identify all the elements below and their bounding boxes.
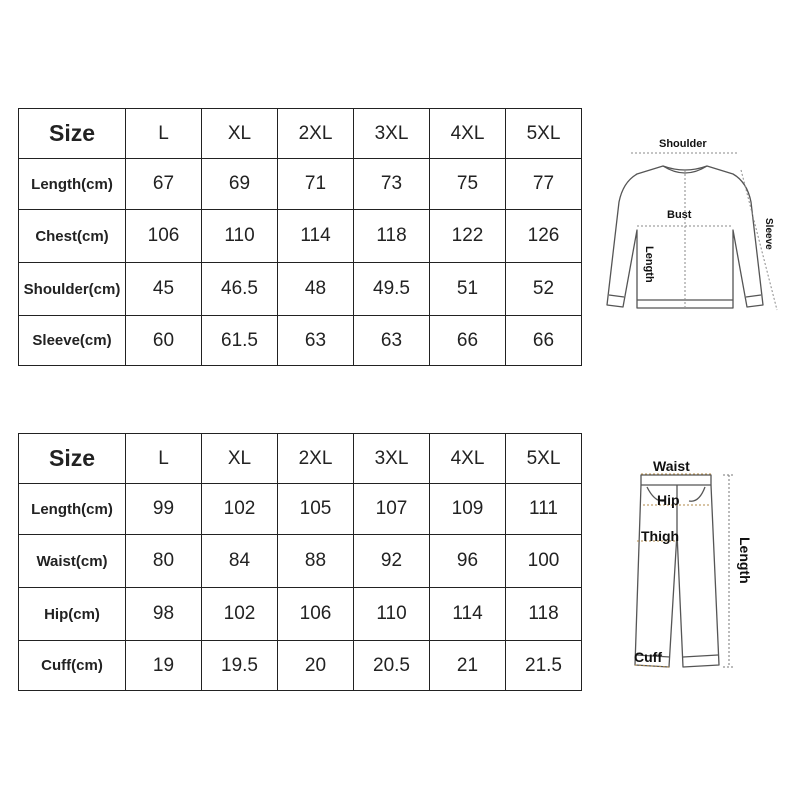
shirt-length-label: Length [643,246,655,283]
table-cell: 21.5 [506,641,582,691]
shirt-size-xl: XL [202,109,278,159]
shirt-outline-icon [585,130,785,330]
pants-measurement-diagram [625,455,760,685]
table-cell: 21 [430,641,506,691]
table-cell: 84 [202,535,278,588]
table-cell: 66 [430,316,506,366]
pants-size-5xl: 5XL [506,434,582,484]
table-row [19,641,582,691]
table-cell: 88 [278,535,354,588]
table-cell: 106 [278,588,354,641]
pants-size-3xl: 3XL [354,434,430,484]
table-cell: 126 [506,210,582,263]
table-cell: 102 [202,588,278,641]
table-cell: 48 [278,263,354,316]
table-cell: 100 [506,535,582,588]
shirt-size-2xl: 2XL [278,109,354,159]
table-cell: 66 [506,316,582,366]
table-cell: 77 [506,159,582,210]
pants-size-xl: XL [202,434,278,484]
table-cell: 96 [430,535,506,588]
row-label: Length(cm) [19,484,126,535]
shirt-sleeve-label: Sleeve [763,218,774,250]
table-cell: 122 [430,210,506,263]
table-cell: 80 [126,535,202,588]
row-label: Shoulder(cm) [19,263,126,316]
table-cell: 102 [202,484,278,535]
table-cell: 63 [354,316,430,366]
row-label: Chest(cm) [19,210,126,263]
table-row [19,535,582,588]
table-cell: 71 [278,159,354,210]
table-cell: 19 [126,641,202,691]
table-cell: 98 [126,588,202,641]
row-label: Length(cm) [19,159,126,210]
table-cell: 92 [354,535,430,588]
table-cell: 114 [430,588,506,641]
pants-size-2xl: 2XL [278,434,354,484]
shirt-measurement-diagram [585,130,785,330]
shirt-size-4xl: 4XL [430,109,506,159]
table-cell: 45 [126,263,202,316]
table-cell: 51 [430,263,506,316]
table-cell: 20.5 [354,641,430,691]
pants-hip-label: Hip [657,492,680,508]
shirt-size-header: Size [19,109,126,159]
pants-length-label: Length [737,537,753,584]
shirt-size-l: L [126,109,202,159]
pants-size-header: Size [19,434,126,484]
table-row [19,316,582,366]
pants-waist-label: Waist [653,458,690,474]
table-cell: 75 [430,159,506,210]
table-cell: 73 [354,159,430,210]
table-cell: 63 [278,316,354,366]
pants-cuff-label: Cuff [634,649,662,665]
table-cell: 118 [354,210,430,263]
table-cell: 109 [430,484,506,535]
table-cell: 69 [202,159,278,210]
shirt-size-3xl: 3XL [354,109,430,159]
pants-size-l: L [126,434,202,484]
pants-size-table [18,433,582,691]
table-cell: 67 [126,159,202,210]
shirt-size-5xl: 5XL [506,109,582,159]
table-cell: 52 [506,263,582,316]
table-cell: 19.5 [202,641,278,691]
table-cell: 110 [202,210,278,263]
row-label: Hip(cm) [19,588,126,641]
table-row [19,484,582,535]
pants-thigh-label: Thigh [641,528,680,544]
shirt-header-row [19,109,582,159]
pants-size-4xl: 4XL [430,434,506,484]
table-cell: 49.5 [354,263,430,316]
row-label: Sleeve(cm) [19,316,126,366]
table-cell: 105 [278,484,354,535]
table-cell: 46.5 [202,263,278,316]
table-cell: 111 [506,484,582,535]
row-label: Cuff(cm) [19,641,126,691]
shirt-bust-label: Bust [667,209,692,221]
table-cell: 107 [354,484,430,535]
shirt-shoulder-label: Shoulder [659,138,707,150]
table-row [19,210,582,263]
table-cell: 106 [126,210,202,263]
table-cell: 114 [278,210,354,263]
table-cell: 99 [126,484,202,535]
row-label: Waist(cm) [19,535,126,588]
shirt-size-table [18,108,582,366]
table-cell: 20 [278,641,354,691]
table-cell: 110 [354,588,430,641]
table-cell: 61.5 [202,316,278,366]
table-cell: 60 [126,316,202,366]
table-row [19,588,582,641]
table-row [19,263,582,316]
pants-header-row [19,434,582,484]
table-cell: 118 [506,588,582,641]
table-row [19,159,582,210]
